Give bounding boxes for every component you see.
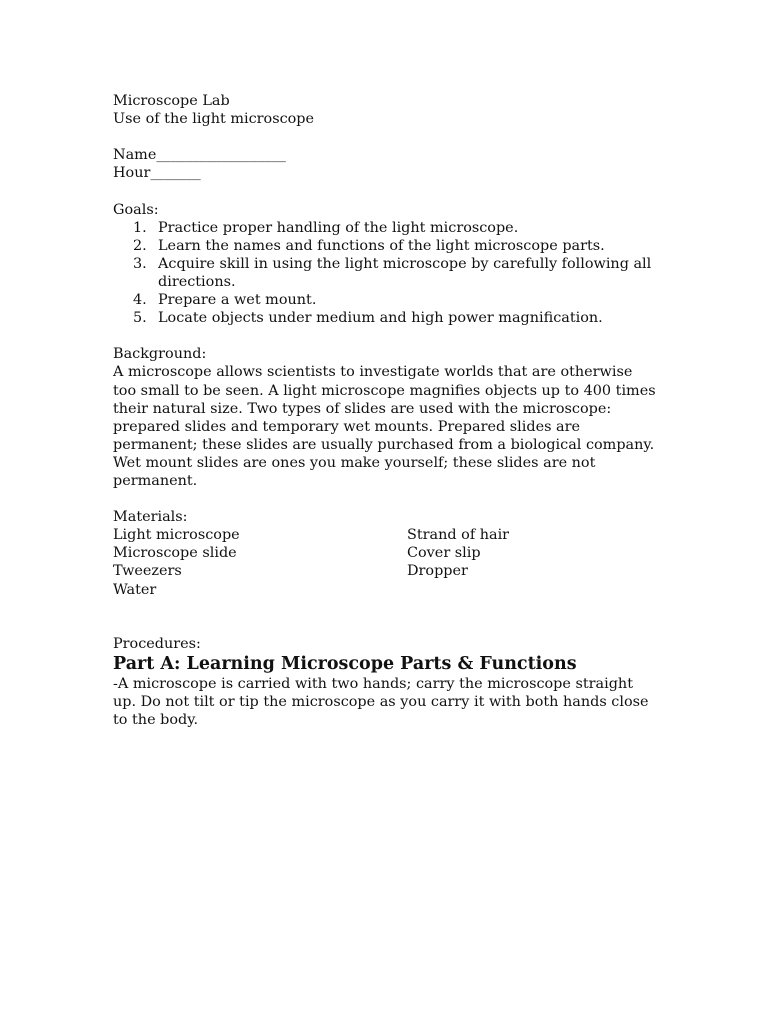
goal-number: 3.: [133, 255, 147, 272]
hour-field: Hour_______: [113, 165, 201, 182]
goal-number: 2.: [133, 237, 147, 254]
materials-list: [113, 526, 673, 598]
goals-list: [113, 219, 673, 328]
material-item: Water: [113, 581, 157, 598]
material-item: Tweezers: [113, 563, 182, 580]
material-item: Strand of hair: [407, 527, 510, 544]
materials-label: Materials:: [113, 509, 188, 526]
document-content: [113, 92, 673, 729]
goal-item: [113, 255, 658, 291]
goal-text: Prepare a wet mount.: [158, 292, 317, 309]
goal-item: [113, 219, 673, 237]
document-title: Microscope Lab: [113, 93, 230, 109]
goal-number: 4.: [133, 292, 147, 309]
goal-number: 1.: [133, 219, 147, 236]
goal-item: [113, 237, 673, 255]
goal-text: Learn the names and functions of the light microscope parts.: [158, 237, 605, 254]
materials-row: [113, 526, 673, 544]
part-a-heading: Part A: Learning Microscope Parts & Functions: [113, 653, 577, 674]
goal-text: Practice proper handling of the light microscope.: [158, 219, 519, 236]
procedures-label: Procedures:: [113, 635, 201, 652]
name-field: Name__________________: [113, 147, 286, 164]
material-item: Cover slip: [407, 545, 481, 562]
materials-row: [113, 562, 673, 580]
goal-item: [113, 309, 673, 327]
document-subtitle: Use of the light microscope: [113, 111, 315, 128]
goal-item: [113, 291, 673, 309]
goal-text: Acquire skill in using the light microscope by carefully following all directions.: [158, 255, 652, 290]
materials-row: [113, 581, 673, 599]
materials-row: [113, 544, 673, 562]
material-item: Microscope slide: [113, 545, 237, 562]
material-item: Dropper: [407, 563, 468, 580]
material-item: Light microscope: [113, 527, 240, 544]
goal-text: Locate objects under medium and high power magnification.: [158, 310, 603, 327]
goal-number: 5.: [133, 310, 147, 327]
part-a-paragraph: -A microscope is carried with two hands; carry the microscope straight up. Do not tilt or tip the microscope as you carry it with both hands close to the body.: [113, 675, 649, 729]
goals-label: Goals:: [113, 201, 159, 218]
background-label: Background:: [113, 346, 207, 363]
background-paragraph: A microscope allows scientists to investigate worlds that are otherwise too small to be seen. A light microscope magnifies objects up to 400 times their natural size. Two types of slides are used with the microscope: prepared slides and temporary wet mounts. Prepared slides are permanent; these slides are usually purchased from a biological company. Wet mount slides are ones you make yourself; these slides are not permanent.: [113, 364, 656, 489]
